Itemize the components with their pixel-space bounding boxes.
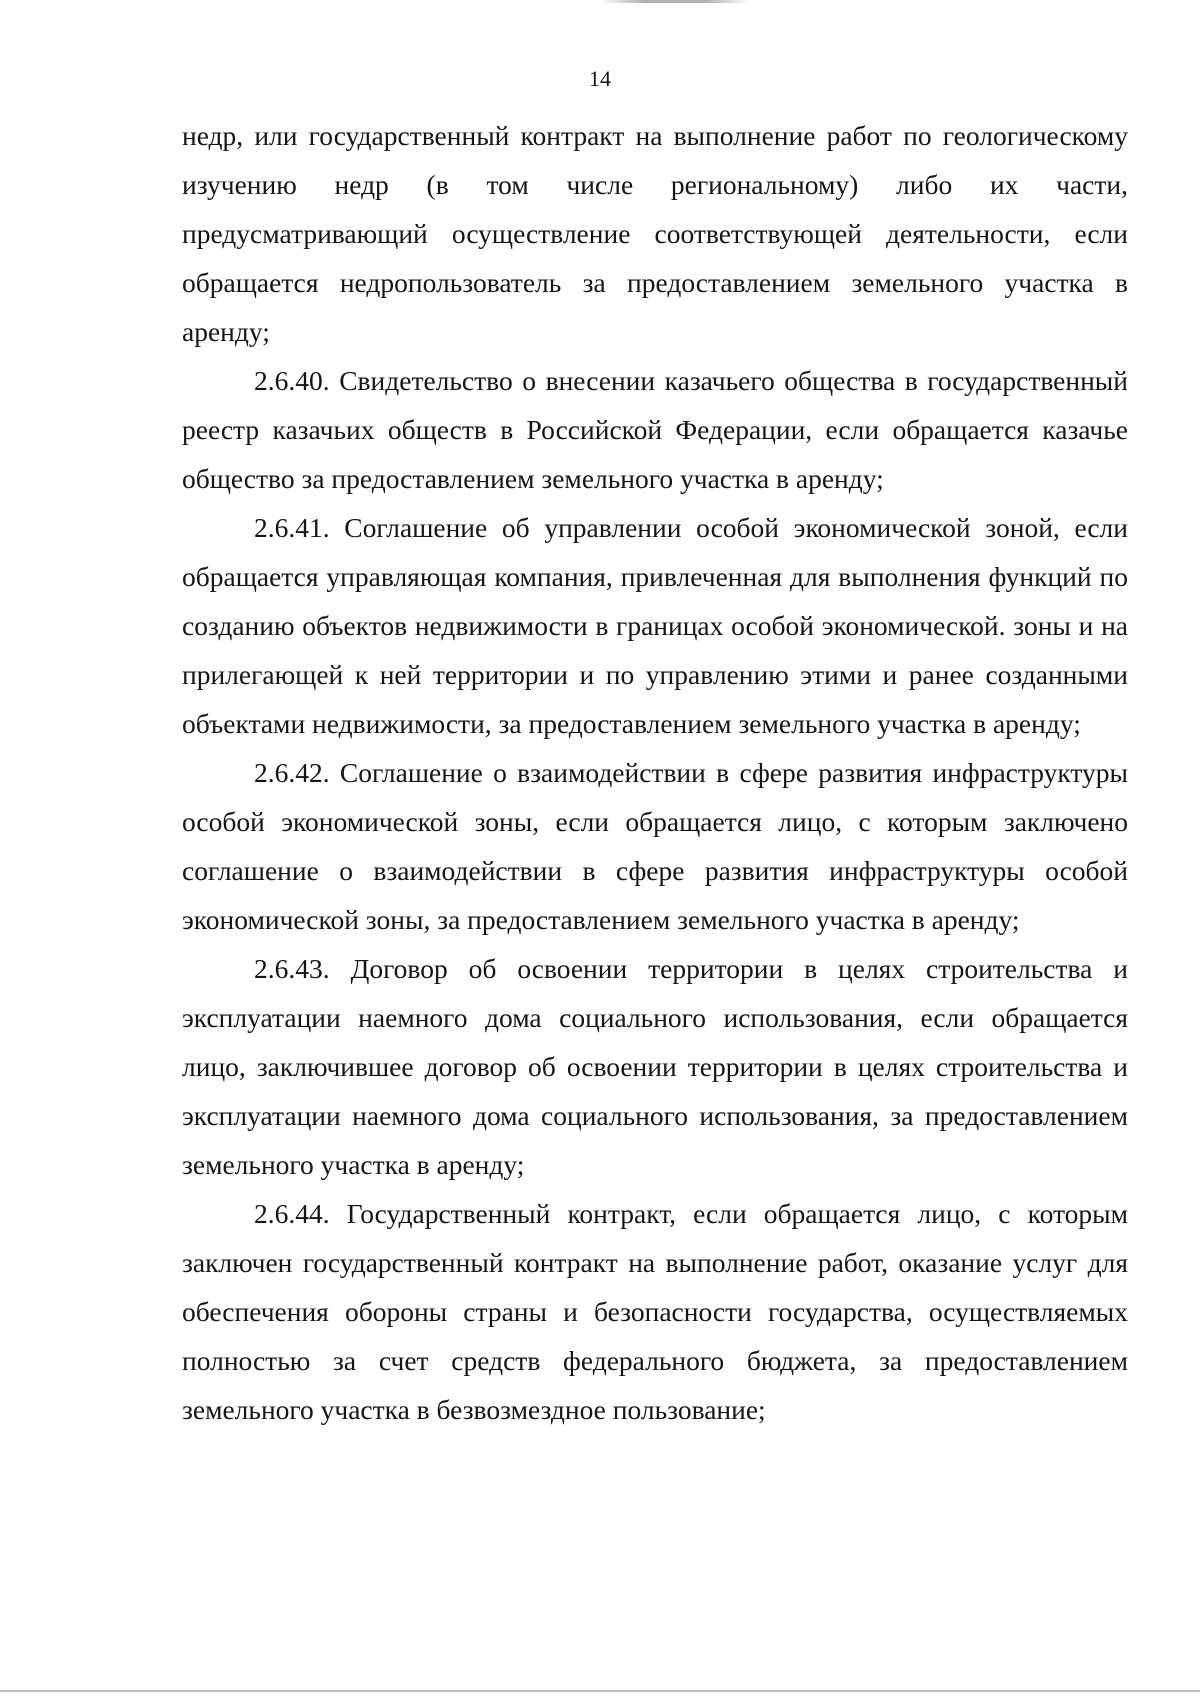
paragraph-2-6-44: 2.6.44. Государственный контракт, если обращается лицо, с которым заключен государственный контракт на выполнение работ, оказание услуг для обеспечения обороны страны и безопасности государства, осуществляемых полностью за счет средств федерального бюджета, за предоставлением земельного участка в безвозмездное пользование; [182,1198,1128,1425]
paragraph-2-6-43: 2.6.43. Договор об освоении территории в целях строительства и эксплуатации наемного дома социального использования, если обращается лицо, заключившее договор об освоении территории в целях строительства и эксплуатации наемного дома социального использования, за предоставлением земельного участка в аренду; [182,953,1128,1180]
page-number: 14 [589,66,611,91]
scan-bottom-edge [0,1690,1200,1692]
paragraph-continuation: недр, или государственный контракт на выполнение работ по геологическому изучению недр (в том числе региональному) либо их части, предусматривающий осуществление соответствующей деятельности, если обращается недропользователь за предоставлением земельного участка в аренду; [182,120,1128,347]
paragraph-2-6-40: 2.6.40. Свидетельство о внесении казачьего общества в государственный реестр казачьих обществ в Российской Федерации, если обращается казачье общество за предоставлением земельного участка в аренду; [182,365,1128,494]
paragraph-2-6-41: 2.6.41. Соглашение об управлении особой экономической зоной, если обращается управляющая компания, привлеченная для выполнения функций по созданию объектов недвижимости в границах особой экономической. зоны и на прилегающей к ней территории и по управлению этими и ранее созданными объектами недвижимости, за предоставлением земельного участка в аренду; [182,512,1128,739]
scan-artifact [600,0,750,3]
paragraph-2-6-42: 2.6.42. Соглашение о взаимодействии в сфере развития инфраструктуры особой экономической зоны, если обращается лицо, с которым заключено соглашение о взаимодействии в сфере развития инфраструктуры особой экономической зоны, за предоставлением земельного участка в аренду; [182,757,1128,935]
document-body [182,111,1128,1434]
